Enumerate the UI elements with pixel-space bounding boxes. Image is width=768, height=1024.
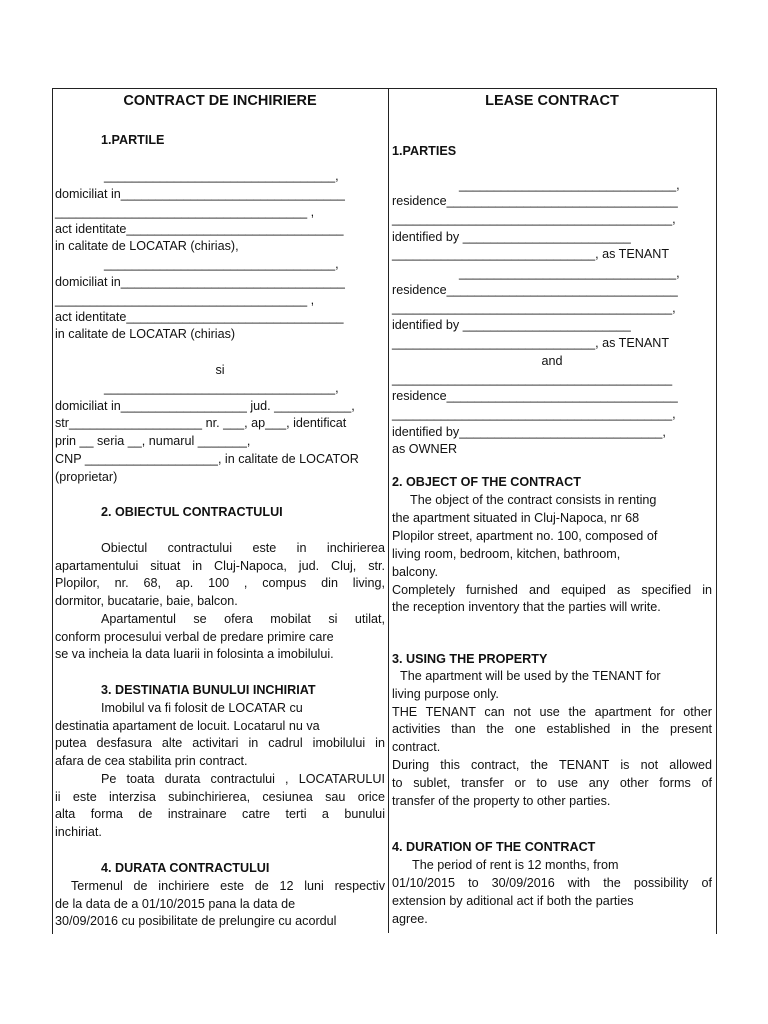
paragraph-line: the apartment situated in Cluj-Napoca, nr 68 xyxy=(392,511,640,525)
paragraph-line: dormitor, bucatarie, baie, balcon. xyxy=(55,594,238,608)
text-line: CNP ___________________, in calitate de LOCATOR xyxy=(55,452,359,466)
paragraph-line: Plopilor, nr. 68, ap. 100 , compus din living, xyxy=(55,576,385,590)
text-line: _____________________________, as TENANT xyxy=(392,247,670,261)
text-line: identified by ________________________ xyxy=(392,318,631,332)
text-line: prin __ seria __, numarul _______, xyxy=(55,434,251,448)
paragraph-line: The object of the contract consists in renting xyxy=(410,493,657,507)
section-heading: 2. OBJECT OF THE CONTRACT xyxy=(392,475,581,489)
blank-line: _________________________________, xyxy=(104,257,339,271)
paragraph-line: extension by aditional act if both the parties xyxy=(392,894,634,908)
paragraph-line: apartamentului situat in Cluj-Napoca, jud. Cluj, str. xyxy=(55,559,385,573)
paragraph-line: Pe toata durata contractului , LOCATARULUI xyxy=(101,772,385,786)
english-title: LEASE CONTRACT xyxy=(485,93,619,109)
paragraph-line: ii este interzisa subinchirierea, cesiunea sau orice xyxy=(55,790,385,804)
paragraph-line: 01/10/2015 to 30/09/2016 with the possibility of xyxy=(392,876,712,890)
text-line: str___________________ nr. ___, ap___, identificat xyxy=(55,416,347,430)
paragraph-line: the reception inventory that the parties will write. xyxy=(392,600,661,614)
paragraph-line: conform procesului verbal de predare primire care xyxy=(55,630,334,644)
section-heading: 1.PARTILE xyxy=(101,133,165,147)
text-line: residence_________________________________ xyxy=(392,283,678,297)
text-line: in calitate de LOCATAR (chirias), xyxy=(55,239,239,253)
text-line: act identitate_______________________________ xyxy=(55,222,344,236)
paragraph-line: to sublet, transfer or to use any other forms of xyxy=(392,776,712,790)
romanian-title: CONTRACT DE INCHIRIERE xyxy=(123,93,317,109)
text-line: residence_________________________________ xyxy=(392,389,678,403)
paragraph-line: Termenul de inchiriere este de 12 luni respectiv xyxy=(71,879,385,893)
paragraph-line: living room, bedroom, kitchen, bathroom, xyxy=(392,547,621,561)
text-line: act identitate_______________________________ xyxy=(55,310,344,324)
section-heading: 4. DURATION OF THE CONTRACT xyxy=(392,840,596,854)
paragraph-line: Completely furnished and equiped as specified in xyxy=(392,583,712,597)
text-line: in calitate de LOCATAR (chirias) xyxy=(55,327,236,341)
paragraph-line: agree. xyxy=(392,912,428,926)
paragraph-line: The period of rent is 12 months, from xyxy=(412,858,619,872)
text-line: domiciliat in________________________________ xyxy=(55,187,345,201)
section-heading: 3. DESTINATIA BUNULUI INCHIRIAT xyxy=(101,683,316,697)
paragraph-line: THE TENANT can not use the apartment for other xyxy=(392,705,712,719)
paragraph-line: se va incheia la data luarii in folosinta a imobilului. xyxy=(55,647,334,661)
paragraph-line: 30/09/2016 cu posibilitate de prelungire cu acordul xyxy=(55,914,337,928)
conjunction-text: and xyxy=(541,354,563,368)
text-line: (proprietar) xyxy=(55,470,118,484)
section-heading: 4. DURATA CONTRACTULUI xyxy=(101,861,270,875)
paragraph-line: living purpose only. xyxy=(392,687,499,701)
paragraph-line: putea desfasura alte activitari in cadrul imobilului in xyxy=(55,736,385,750)
blank-line: ________________________________________, xyxy=(392,212,676,226)
paragraph-line: Obiectul contractului este in inchirierea xyxy=(101,541,385,555)
blank-line: _________________________________, xyxy=(104,169,339,183)
paragraph-line: alta forma de instrainare catre terti a bunului xyxy=(55,807,385,821)
section-heading: 2. OBIECTUL CONTRACTULUI xyxy=(101,505,283,519)
blank-line: ________________________________________ xyxy=(392,372,673,386)
blank-line: ________________________________________, xyxy=(392,301,676,315)
blank-line: _______________________________, xyxy=(459,266,680,280)
text-line: identified by ________________________ xyxy=(392,230,631,244)
text-line: as OWNER xyxy=(392,442,458,456)
section-heading: 1.PARTIES xyxy=(392,144,457,158)
paragraph-line: destinatia apartament de locuit. Locatarul nu va xyxy=(55,719,320,733)
text-line: domiciliat in__________________ jud. ___________, xyxy=(55,399,355,413)
paragraph-line: inchiriat. xyxy=(55,825,102,839)
paragraph-line: Plopilor street, apartment no. 100, composed of xyxy=(392,529,658,543)
paragraph-line: During this contract, the TENANT is not allowed xyxy=(392,758,712,772)
paragraph-line: Imobilul va fi folosit de LOCATAR cu xyxy=(101,701,303,715)
blank-line: ____________________________________ , xyxy=(55,293,315,307)
paragraph-line: activities than the one established in the present xyxy=(392,722,712,736)
paragraph-line: contract. xyxy=(392,740,441,754)
section-heading: 3. USING THE PROPERTY xyxy=(392,652,548,666)
paragraph-line: balcony. xyxy=(392,565,438,579)
blank-line: _______________________________, xyxy=(459,178,680,192)
paragraph-line: Apartamentul se ofera mobilat si utilat, xyxy=(101,612,385,626)
paragraph-line: transfer of the property to other parties. xyxy=(392,794,611,808)
text-line: _____________________________, as TENANT xyxy=(392,336,670,350)
blank-line: ____________________________________ , xyxy=(55,205,315,219)
text-line: identified by_____________________________, xyxy=(392,425,666,439)
blank-line: _________________________________, xyxy=(104,381,339,395)
conjunction-text: si xyxy=(215,363,225,377)
column-divider xyxy=(388,88,389,933)
text-line: domiciliat in________________________________ xyxy=(55,275,345,289)
paragraph-line: The apartment will be used by the TENANT for xyxy=(400,669,661,683)
text-line: residence_________________________________ xyxy=(392,194,678,208)
paragraph-line: de la data de a 01/10/2015 pana la data de xyxy=(55,897,296,911)
paragraph-line: afara de cea stabilita prin contract. xyxy=(55,754,248,768)
blank-line: ________________________________________, xyxy=(392,407,676,421)
